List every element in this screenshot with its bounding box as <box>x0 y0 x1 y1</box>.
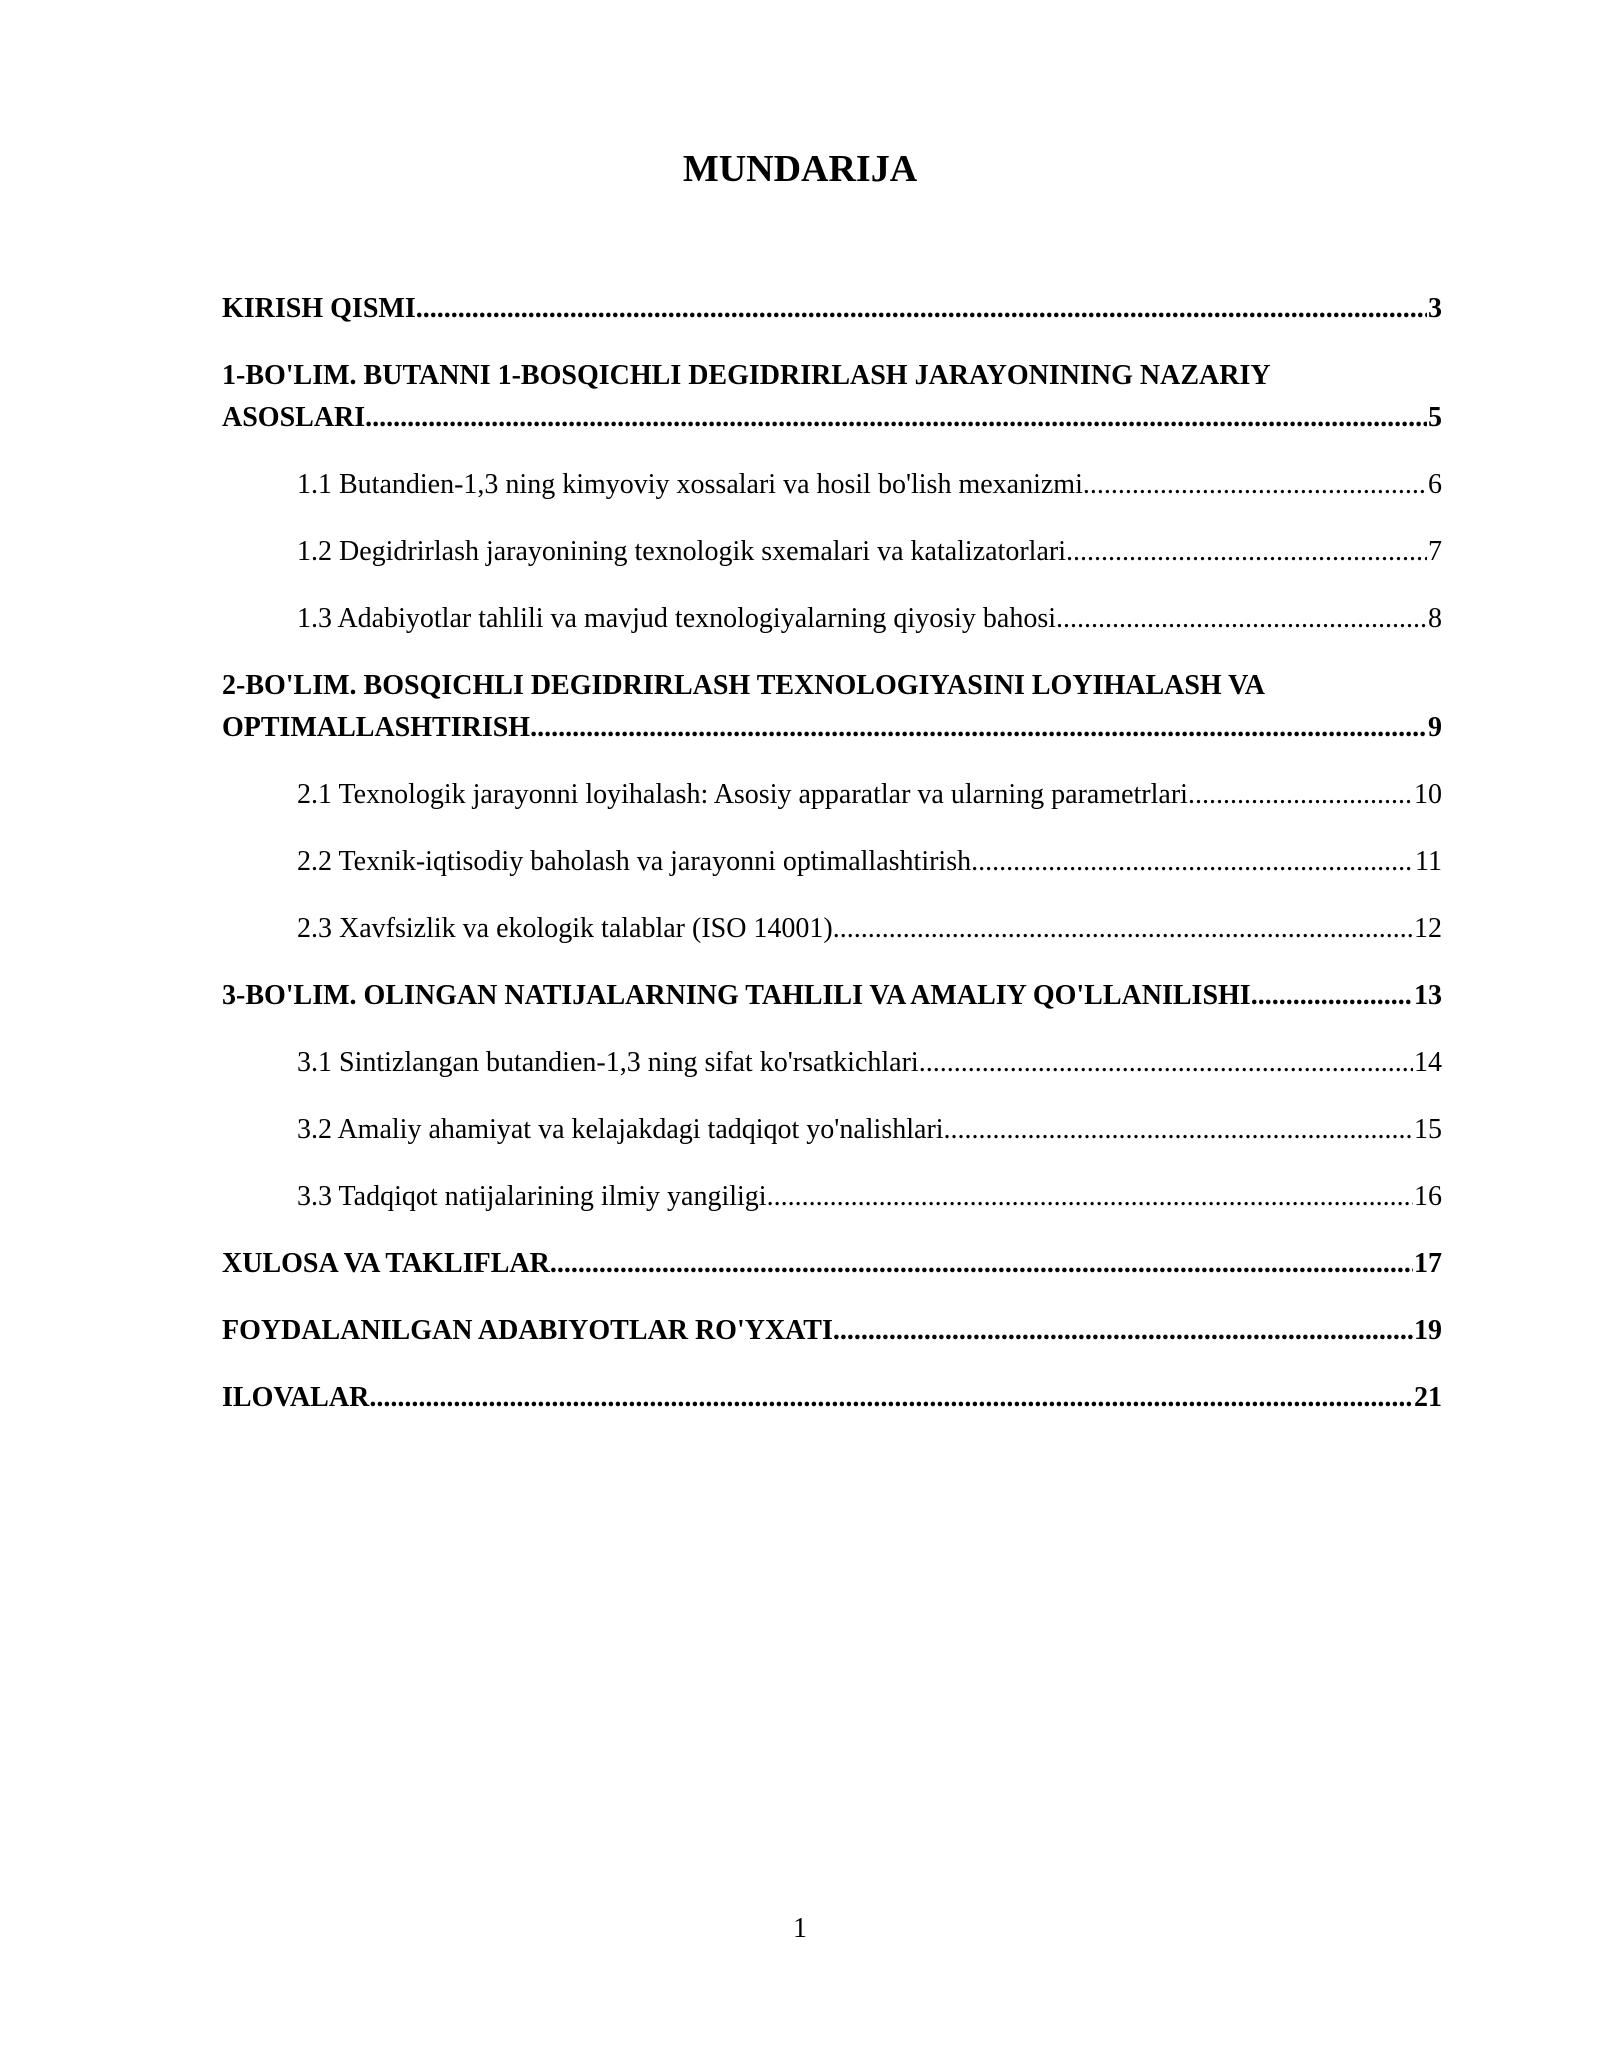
toc-page-number: 6 <box>1428 469 1442 500</box>
toc-page-number: 11 <box>1415 846 1442 877</box>
toc-entry[interactable] <box>222 355 1442 439</box>
toc-dot-leader <box>767 1176 1413 1218</box>
toc-entry[interactable] <box>222 908 1442 950</box>
toc-entry-title: 1.1 Butandien-1,3 ning kimyoviy xossalari va hosil bo'lish mexanizmi <box>297 469 1083 500</box>
table-of-contents <box>222 288 1442 1444</box>
toc-entry[interactable] <box>222 1176 1442 1218</box>
toc-entry-title: 2.1 Texnologik jarayonni loyihalash: Asosiy apparatlar va ularning parametrlari <box>297 779 1188 810</box>
toc-entry-title: 2.3 Xavfsizlik va ekologik talablar (ISO 14001) <box>297 913 833 944</box>
toc-entry-title: FOYDALANILGAN ADABIYOTLAR RO'YXATI <box>222 1315 833 1346</box>
toc-entry-title: KIRISH QISMI <box>222 293 416 324</box>
toc-entry-title-line: 2-BO'LIM. BOSQICHLI DEGIDRIRLASH TEXNOLOGIYASINI LOYIHALASH VA <box>222 670 1266 701</box>
toc-entry-line <box>297 841 1442 883</box>
toc-entry-title: 1.3 Adabiyotlar tahlili va mavjud texnologiyalarning qiyosiy bahosi <box>297 603 1056 634</box>
toc-entry[interactable] <box>222 531 1442 573</box>
toc-entry-line <box>297 774 1442 816</box>
toc-page-number: 10 <box>1414 779 1442 810</box>
toc-dot-leader <box>416 288 1427 330</box>
toc-dot-leader <box>971 841 1414 883</box>
toc-entry-title-line: 1-BO'LIM. BUTANNI 1-BOSQICHLI DEGIDRIRLASH JARAYONINING NAZARIY <box>222 360 1271 391</box>
toc-page-number: 9 <box>1428 712 1442 743</box>
toc-dot-leader <box>1066 531 1427 573</box>
toc-entry-title: OPTIMALLASHTIRISH <box>222 712 531 743</box>
toc-entry-line <box>297 1176 1442 1218</box>
toc-entry-line <box>222 1243 1442 1285</box>
toc-entry-line <box>297 464 1442 506</box>
toc-entry-line <box>297 531 1442 573</box>
toc-entry[interactable] <box>222 288 1442 330</box>
toc-entry-line <box>297 908 1442 950</box>
toc-entry-title: 3.2 Amaliy ahamiyat va kelajakdagi tadqiqot yo'nalishlari <box>297 1114 944 1145</box>
toc-entry-line <box>297 598 1442 640</box>
toc-page-number: 8 <box>1428 603 1442 634</box>
toc-entry-line <box>222 288 1442 330</box>
toc-entry-title: 3.1 Sintizlangan butandien-1,3 ning sifat ko'rsatkichlari <box>297 1047 919 1078</box>
toc-page-number: 12 <box>1414 913 1442 944</box>
toc-entry-title: XULOSA VA TAKLIFLAR <box>222 1248 550 1279</box>
toc-entry-line <box>222 1377 1442 1419</box>
toc-entry-line <box>222 1310 1442 1352</box>
toc-page-number: 17 <box>1414 1248 1442 1279</box>
toc-entry[interactable] <box>222 841 1442 883</box>
toc-entry[interactable] <box>222 1377 1442 1419</box>
toc-entry[interactable] <box>222 665 1442 749</box>
toc-entry-line <box>222 397 1442 439</box>
toc-entry-title: ILOVALAR <box>222 1382 370 1413</box>
toc-page-number: 19 <box>1414 1315 1442 1346</box>
toc-page-number: 5 <box>1428 402 1442 433</box>
page-title: MUNDARIJA <box>682 148 918 190</box>
toc-dot-leader <box>833 908 1413 950</box>
toc-dot-leader <box>550 1243 1413 1285</box>
toc-page-number: 13 <box>1414 980 1442 1011</box>
toc-dot-leader <box>530 707 1427 749</box>
toc-entry-title: 3-BO'LIM. OLINGAN NATIJALARNING TAHLILI VA AMALIY QO'LLANILISHI <box>222 980 1251 1011</box>
toc-entry[interactable] <box>222 774 1442 816</box>
toc-page-number: 3 <box>1428 293 1442 324</box>
toc-entry-line <box>297 1042 1442 1084</box>
toc-page-number: 14 <box>1414 1047 1442 1078</box>
toc-entry-line <box>222 975 1442 1017</box>
toc-page-number: 21 <box>1414 1382 1442 1413</box>
toc-entry[interactable] <box>222 1109 1442 1151</box>
toc-dot-leader <box>1188 774 1413 816</box>
toc-entry[interactable] <box>222 975 1442 1017</box>
toc-entry-line <box>222 707 1442 749</box>
toc-entry-title: 3.3 Tadqiqot natijalarining ilmiy yangiligi <box>297 1181 767 1212</box>
toc-page-number: 16 <box>1414 1181 1442 1212</box>
toc-page-number: 7 <box>1428 536 1442 567</box>
toc-entry-line <box>297 1109 1442 1151</box>
toc-entry-title: ASOSLARI <box>222 402 366 433</box>
toc-page-number: 15 <box>1414 1114 1442 1145</box>
toc-dot-leader <box>369 1377 1413 1419</box>
toc-entry[interactable] <box>222 1042 1442 1084</box>
toc-entry-title: 2.2 Texnik-iqtisodiy baholash va jarayonni optimallashtirish <box>297 846 972 877</box>
toc-entry[interactable] <box>222 464 1442 506</box>
toc-entry-title: 1.2 Degidrirlash jarayonining texnologik sxemalari va katalizatorlari <box>297 536 1066 567</box>
toc-dot-leader <box>833 1310 1413 1352</box>
toc-dot-leader <box>1056 598 1427 640</box>
toc-dot-leader <box>1083 464 1427 506</box>
toc-entry[interactable] <box>222 1243 1442 1285</box>
toc-dot-leader <box>1251 975 1413 1017</box>
toc-entry[interactable] <box>222 1310 1442 1352</box>
toc-dot-leader <box>919 1042 1413 1084</box>
toc-entry[interactable] <box>222 598 1442 640</box>
toc-dot-leader <box>365 397 1427 439</box>
page-number: 1 <box>793 1913 807 1944</box>
toc-dot-leader <box>944 1109 1413 1151</box>
